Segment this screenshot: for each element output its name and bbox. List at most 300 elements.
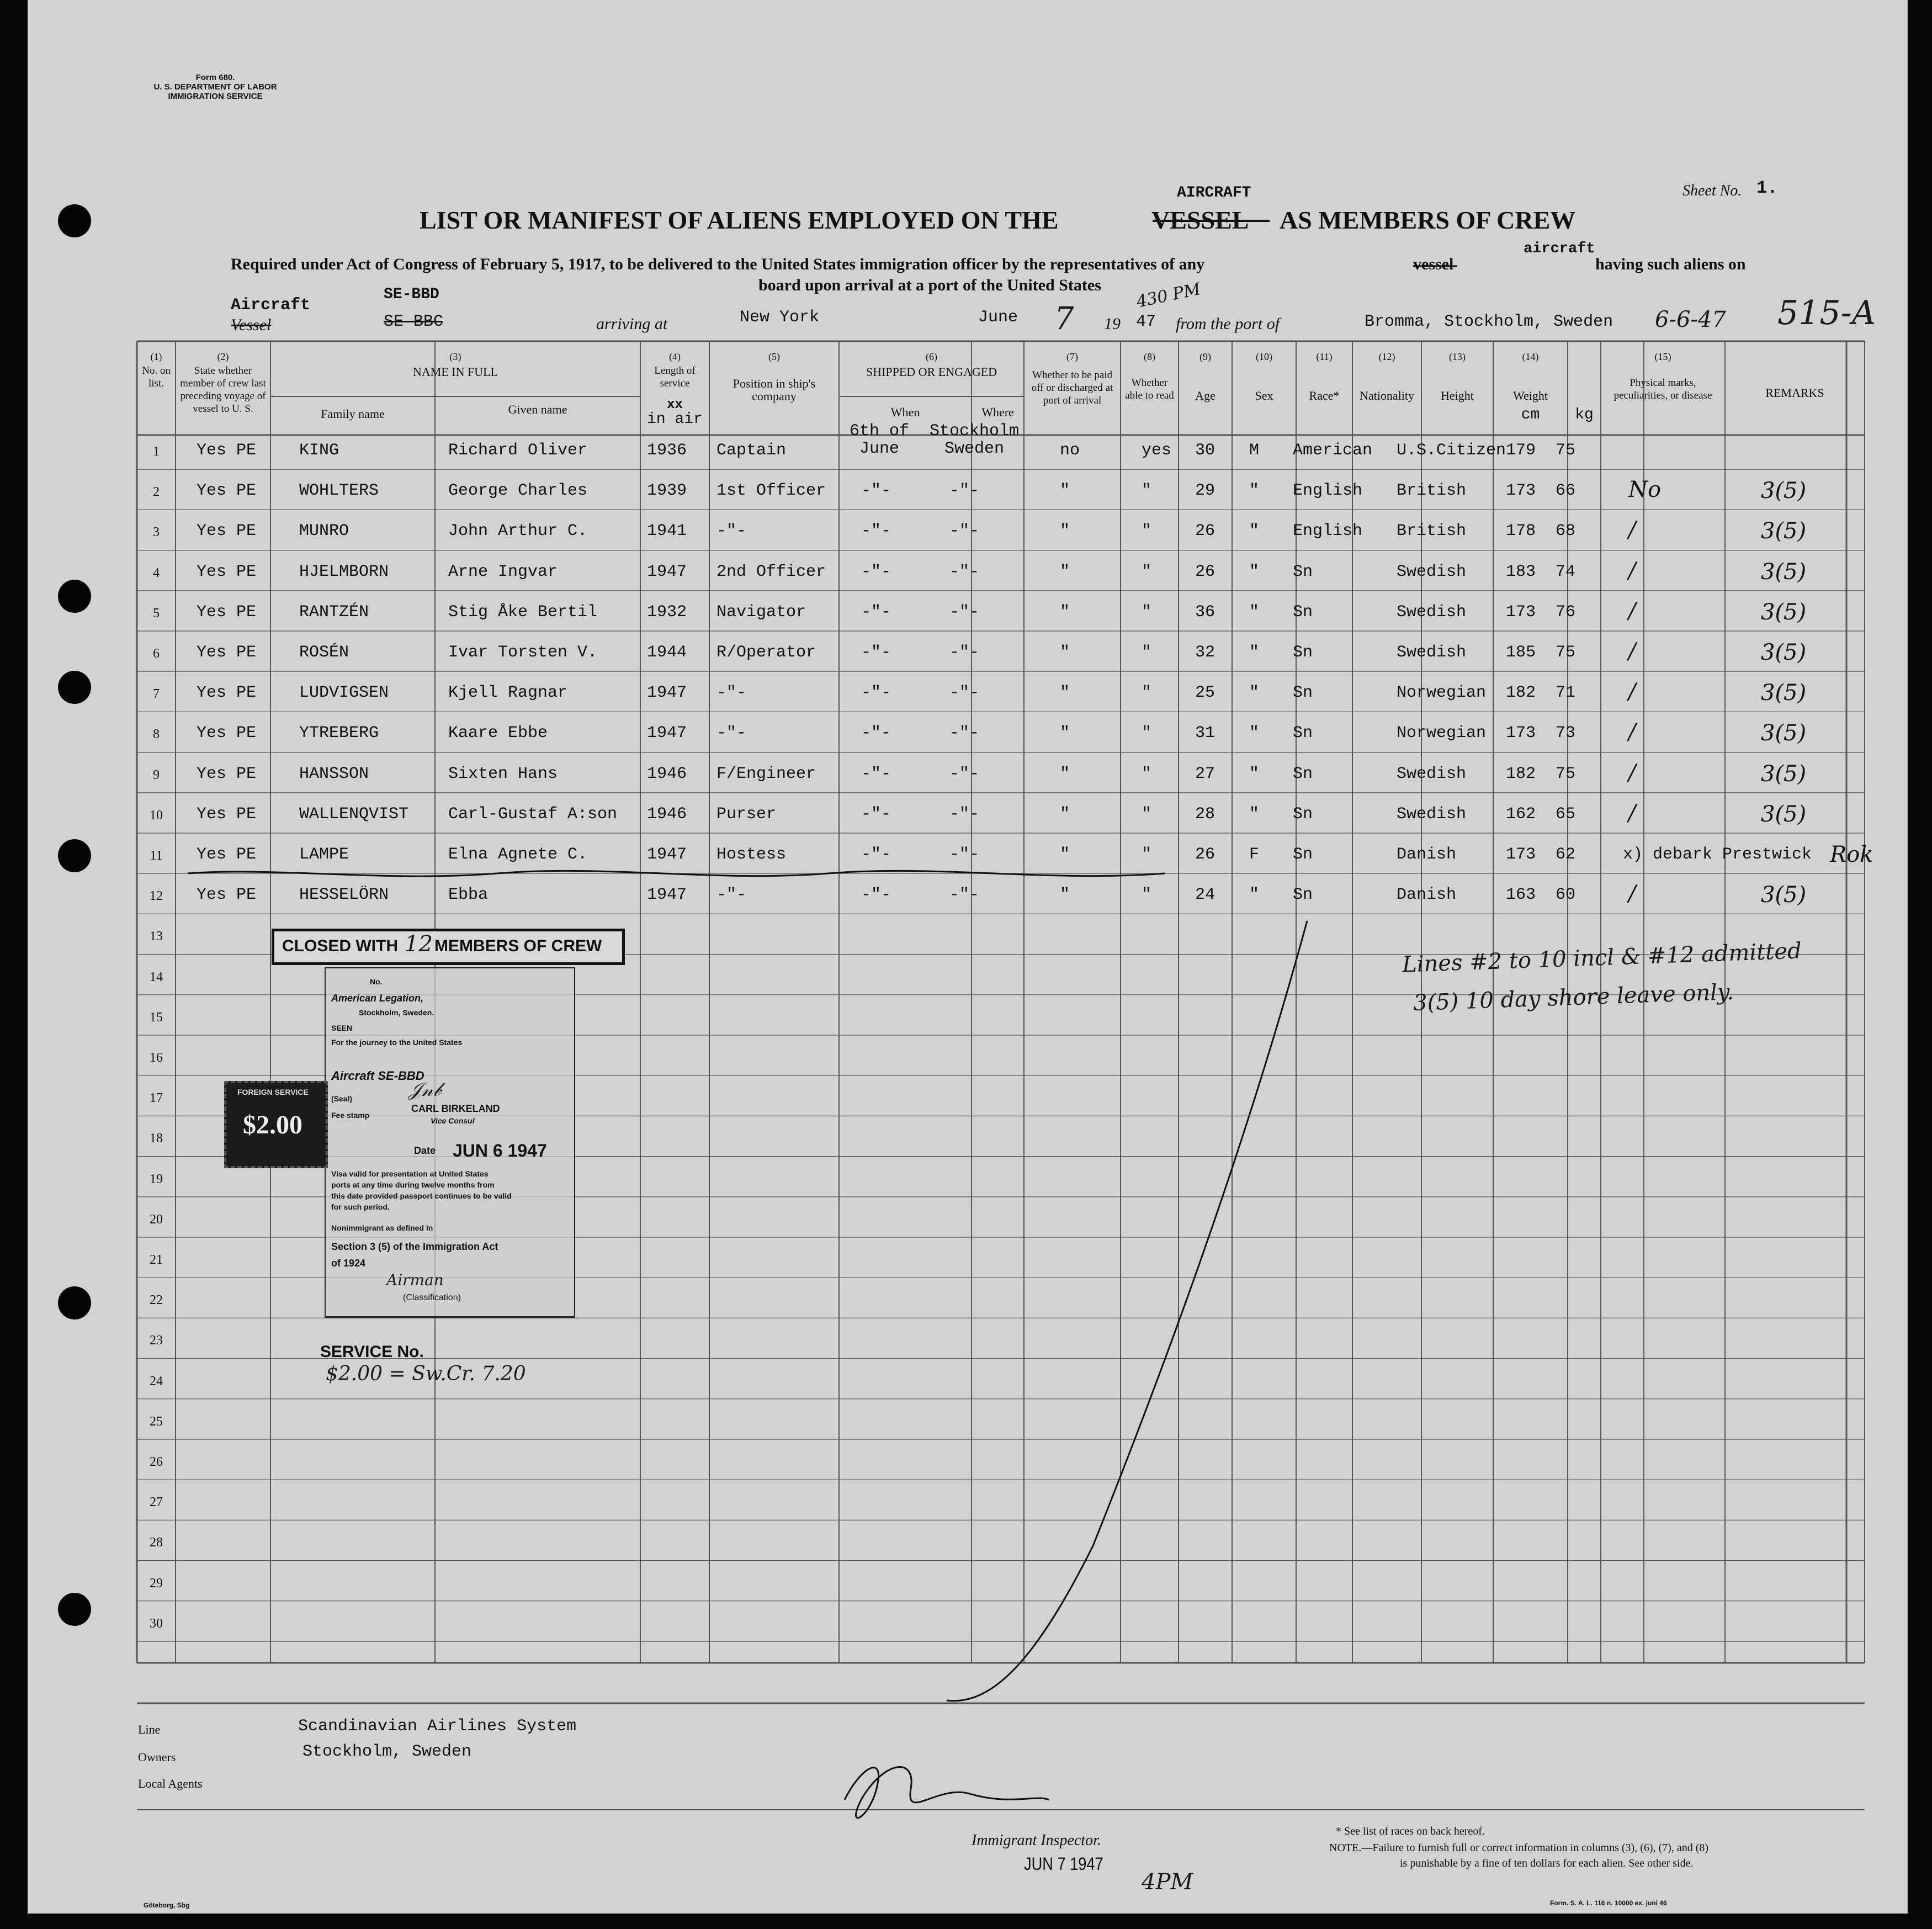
crew-family-name: MUNRO [299,522,349,541]
fee-stamp-value: $2.00 [243,1110,302,1140]
column-header: When [890,405,920,419]
column-header: Position in ship's company [733,377,816,403]
row-number: 27 [150,1495,163,1510]
crew-nationality: Norwegian [1397,724,1487,743]
row-number: 22 [150,1293,163,1308]
crew-nationality: Swedish [1397,804,1467,824]
visa-line: SEEN [331,1024,353,1032]
crew-shipped-when: -"- [861,562,891,581]
crew-prev-voyage: Yes PE [197,602,257,622]
crew-paid-off: " [1060,804,1070,824]
row-number: 18 [150,1131,163,1146]
row-number: 26 [150,1455,163,1469]
crew-family-name: LAMPE [299,845,349,864]
crew-remarks: 3(5) [1761,559,1807,585]
visa-line: Section 3 (5) of the Immigration Act [331,1241,498,1252]
crew-shipped-where: -"- [949,845,980,864]
col-num: (15) [1654,351,1671,362]
visa-date-label: Date [414,1145,436,1156]
crew-prev-voyage: Yes PE [197,562,257,581]
col-num: (10) [1256,351,1272,362]
crew-shipped-when: -"- [861,602,891,622]
column-header: Age [1195,389,1216,402]
crew-sex: " [1249,481,1260,501]
crew-weight: 62 [1556,845,1576,864]
crew-paid-off: no [1060,441,1080,460]
sheet-number: 1. [1756,178,1778,198]
form-number: Form 680. [195,73,235,82]
weight-unit: kg [1575,406,1594,423]
crew-height: 173 [1506,845,1536,864]
visa-line: Visa valid for presentation at United States [331,1169,489,1178]
closed-stamp-count: 12 [405,931,433,957]
visa-line: For the journey to the United States [331,1038,463,1047]
crew-shipped-when: -"- [861,683,891,703]
crew-height: 183 [1506,562,1536,581]
row-number: 16 [150,1051,163,1065]
crew-weight: 60 [1556,886,1576,905]
crew-position: Navigator [716,602,806,622]
crew-shipped-where: -"- [949,724,980,743]
subtitle-line1 [231,255,1204,274]
row-number: 19 [150,1172,163,1186]
admit-note-1: Lines #2 to 10 incl & #12 admitted [1402,938,1802,978]
crew-length-of-service: 1947 [647,683,687,703]
crew-shipped-where: -"- [949,804,980,824]
row-number: 10 [150,808,163,823]
crew-weight: 76 [1556,602,1576,622]
punch-hole [58,1593,91,1626]
row-number: 1 [153,444,160,459]
column-header: REMARKS [1765,386,1824,400]
inspector-stamp-date: JUN 7 1947 [1024,1854,1103,1874]
crew-physical-marks: / [1628,598,1636,624]
crew-age: 24 [1195,886,1216,905]
crew-able-to-read: " [1142,886,1152,905]
crew-prev-voyage: Yes PE [197,724,257,743]
sheet-label: Sheet No. [1682,182,1742,199]
crew-race: American [1293,441,1373,460]
punch-hole [58,839,91,872]
crew-shipped-where: -"- [949,643,980,662]
crew-length-of-service: 1939 [647,481,687,501]
crew-given-name: George Charles [448,481,588,501]
consul-signature-mark: 𝒥𝓃𝒷 [408,1079,441,1101]
crew-age: 32 [1195,643,1216,662]
crew-family-name: YTREBERG [299,724,379,743]
subtitle-insert: aircraft [1524,241,1595,257]
crew-race: English [1293,522,1363,541]
crew-position: -"- [716,522,747,541]
row-number: 30 [150,1616,163,1631]
fee-note: $2.00 = Sw.Cr. 7.20 [326,1363,526,1385]
row-number: 3 [153,525,160,540]
crew-given-name: Ebba [448,886,489,905]
visa-line: of 1924 [331,1258,366,1269]
crew-remarks: 3(5) [1761,680,1807,706]
crew-physical-marks: / [1628,719,1636,745]
fee-stamp-label: FOREIGN SERVICE [237,1088,309,1096]
crew-physical-marks: / [1628,760,1636,786]
col-num: (3) [449,351,461,362]
crew-remarks: 3(5) [1761,478,1807,504]
column-header: Length of service [654,365,696,389]
crew-nationality: Swedish [1397,764,1467,783]
crew-nationality: British [1397,522,1467,541]
crew-age: 26 [1195,562,1216,581]
crew-nationality: Danish [1397,886,1457,905]
crew-sex: " [1249,886,1260,905]
column-header: NAME IN FULL [413,365,498,379]
aircraft-label: Aircraft [231,296,311,315]
crew-nationality: Swedish [1397,562,1467,581]
crew-length-of-service: 1946 [647,764,687,783]
crew-remarks: Rok [1830,842,1873,867]
crew-prev-voyage: Yes PE [197,764,257,783]
crew-sex: " [1249,643,1260,662]
col-num: (9) [1199,351,1211,362]
column-header: Whether able to read [1125,377,1174,401]
note-line-1: NOTE.—Failure to furnish full or correct information in columns (3), (6), (7), and (8) [1329,1842,1709,1854]
crew-length-of-service: 1947 [647,724,687,743]
crew-length-of-service: 1947 [647,845,687,864]
crew-position: 2nd Officer [716,562,826,581]
year-suffix: 47 [1136,312,1156,331]
crew-position: -"- [716,683,747,703]
col-num: (5) [768,351,780,362]
subtitle-struck: vessel [1413,255,1454,273]
vessel-label: Vessel [231,316,272,334]
crew-age: 26 [1195,845,1216,864]
crew-shipped-when: 6th of June [849,422,910,458]
crew-shipped-when: -"- [861,845,891,864]
reference-note: 515-A [1777,294,1876,332]
crew-position: F/Engineer [716,764,816,783]
crew-race: English [1293,481,1363,501]
crew-family-name: ROSÉN [299,643,349,662]
row-number: 11 [150,849,163,863]
crew-height: 178 [1506,522,1536,541]
owners-label: Owners [138,1750,176,1764]
crew-sex: " [1249,724,1260,743]
inspector-time-note: 4PM [1142,1869,1193,1895]
crew-nationality: U.S.Citizen [1397,441,1506,460]
crew-nationality: British [1397,481,1467,501]
column-header: Whether to be paid off or discharged at port of arrival [1031,369,1113,406]
column-header: SHIPPED OR ENGAGED [866,365,997,379]
crew-given-name: Ivar Torsten V. [448,643,598,662]
title-insert: AIRCRAFT [1177,184,1251,202]
crew-length-of-service: 1947 [647,562,687,581]
crew-paid-off: " [1060,764,1070,783]
arrival-month: June [978,308,1018,327]
crew-remarks: 3(5) [1761,640,1807,665]
title-struck: VESSEL [1151,206,1249,234]
column-header: Weight [1513,389,1548,402]
crew-family-name: HESSELÖRN [299,886,389,905]
length-unit-struck: xx [667,398,683,412]
crew-weight: 75 [1556,441,1576,460]
crew-physical-marks: / [1628,679,1636,705]
subtitle-part-a: Required under Act of Congress of February 5, 1917, to be delivered to the United States immigration officer by the representatives of any [231,255,1205,273]
crew-paid-off: " [1060,683,1070,703]
crew-given-name: Carl-Gustaf A:son [448,804,618,824]
form-header [141,73,290,101]
crew-given-name: Elna Agnete C. [448,845,588,864]
crew-shipped-where: -"- [949,683,980,703]
crew-height: 162 [1506,804,1536,824]
punch-hole [58,204,91,237]
crew-able-to-read: " [1142,643,1152,662]
row-number: 21 [150,1253,163,1267]
crew-length-of-service: 1932 [647,602,687,622]
crew-remarks: 3(5) [1761,518,1807,544]
crew-physical-marks: / [1628,639,1636,664]
column-header: Given name [508,402,567,416]
crew-able-to-read: " [1142,764,1152,783]
row-number: 2 [153,485,160,500]
crew-weight: 73 [1556,724,1576,743]
crew-prev-voyage: Yes PE [197,643,257,662]
crew-shipped-where: -"- [949,602,980,622]
date-note: 6-6-47 [1655,307,1726,332]
crew-family-name: KING [299,441,339,460]
crew-able-to-read: yes [1142,441,1172,460]
row-number: 28 [150,1535,163,1550]
crew-remarks: 3(5) [1761,761,1807,787]
inspector-label: Immigrant Inspector. [972,1832,1101,1849]
crew-height: 182 [1506,764,1536,783]
crew-race: Sn [1293,602,1313,622]
visa-line: Aircraft SE-BBD [331,1069,424,1083]
crew-able-to-read: " [1142,724,1152,743]
col-num: (8) [1144,351,1155,362]
crew-remarks: 3(5) [1761,801,1807,827]
crew-length-of-service: 1944 [647,643,687,662]
crew-shipped-where: Stockholm Sweden [929,422,1020,458]
crew-race: Sn [1293,886,1313,905]
crew-paid-off: " [1060,602,1070,622]
crew-remarks: 3(5) [1761,882,1807,908]
crew-weight: 74 [1556,562,1576,581]
crew-nationality: Norwegian [1397,683,1487,703]
subtitle-part-b: having such aliens on [1595,255,1746,273]
visa-line: Stockholm, Sweden. [359,1008,434,1017]
crew-shipped-where: -"- [949,562,980,581]
row-number: 6 [153,646,160,661]
visa-line: ports at any time during twelve months from [331,1180,495,1189]
page-title [420,205,1059,235]
crew-able-to-read: " [1142,481,1152,501]
crew-physical-marks: / [1628,517,1636,543]
note-races: * See list of races on back hereof. [1336,1825,1485,1837]
crew-paid-off: " [1060,481,1070,501]
crew-able-to-read: " [1142,562,1152,581]
crew-length-of-service: 1941 [647,522,687,541]
crew-nationality: Danish [1397,845,1457,864]
row-number: 25 [150,1414,163,1429]
line-label: Line [138,1723,161,1736]
crew-weight: 75 [1556,764,1576,783]
crew-prev-voyage: Yes PE [197,804,257,824]
crew-prev-voyage: Yes PE [197,683,257,703]
crew-given-name: John Arthur C. [448,522,588,541]
crew-position: Hostess [716,845,787,864]
department-label: U. S. DEPARTMENT OF LABOR [153,82,277,92]
row-number: 15 [150,1010,163,1025]
arriving-label: arriving at [596,315,668,333]
crew-nationality: Swedish [1397,643,1467,662]
col-num: (6) [926,351,937,362]
crew-age: 29 [1195,481,1216,501]
visa-line: Vice Consul [431,1116,475,1125]
note-line-2: is punishable by a fine of ten dollars for each alien. See other side. [1400,1857,1694,1869]
crew-family-name: LUDVIGSEN [299,683,389,703]
row-number: 12 [150,889,163,904]
fee-stamp [224,1081,328,1168]
crew-able-to-read: " [1142,602,1152,622]
crew-remarks: 3(5) [1761,599,1807,625]
column-header: Family name [321,407,385,421]
column-header: Height [1441,389,1474,402]
crew-shipped-when: -"- [861,643,891,662]
crew-shipped-where: -"- [949,522,980,541]
crew-weight: 75 [1556,643,1576,662]
crew-family-name: HJELMBORN [299,562,389,581]
visa-line: (Classification) [403,1293,461,1302]
crew-paid-off: " [1060,643,1070,662]
crew-position: -"- [716,724,747,743]
title-left: LIST OR MANIFEST OF ALIENS EMPLOYED ON THE [420,206,1059,234]
visa-line: Fee stamp [331,1111,370,1120]
row-number: 14 [150,969,163,984]
crew-age: 36 [1195,602,1216,622]
crew-age: 30 [1195,441,1216,460]
departure-port: Bromma, Stockholm, Sweden [1365,312,1613,331]
column-header: Where [981,405,1014,419]
crew-family-name: HANSSON [299,764,369,783]
crew-race: Sn [1293,764,1313,783]
column-header: Sex [1255,389,1273,402]
crew-paid-off: " [1060,724,1070,743]
visa-stamp [325,967,575,1318]
row-number: 17 [150,1091,163,1106]
arrival-port: New York [740,308,820,327]
owners-value: Stockholm, Sweden [302,1742,472,1761]
row-number: 24 [150,1374,163,1389]
crew-paid-off: " [1060,845,1070,864]
crew-length-of-service: 1936 [647,441,687,460]
crew-age: 31 [1195,724,1216,743]
crew-physical-marks: No [1628,477,1662,503]
column-header: Physical marks, peculiarities, or disease [1613,377,1712,401]
col-num: (11) [1316,351,1333,362]
length-unit: in air [647,411,703,428]
crew-shipped-where: -"- [949,886,980,905]
col-num: (1) [150,351,162,362]
crew-shipped-when: -"- [861,764,891,783]
from-port-label: from the port of [1176,315,1280,333]
crew-age: 26 [1195,522,1216,541]
crew-remarks: 3(5) [1761,720,1807,746]
col-num: (4) [669,351,681,362]
crew-paid-off: " [1060,886,1070,905]
visa-line: American Legation, [331,993,424,1004]
row-number: 4 [153,565,160,580]
crew-length-of-service: 1946 [647,804,687,824]
crew-shipped-when: -"- [861,886,891,905]
visa-line: (Seal) [331,1094,353,1103]
crew-able-to-read: " [1142,683,1152,703]
crew-race: Sn [1293,643,1313,662]
crew-shipped-when: -"- [861,522,891,541]
column-header: Nationality [1360,389,1414,402]
crew-physical-marks: / [1628,558,1636,584]
crew-given-name: Arne Ingvar [448,562,558,581]
line-value: Scandinavian Airlines System [298,1717,577,1736]
visa-line: Nonimmigrant as defined in [331,1223,433,1232]
height-unit: cm [1521,406,1540,423]
crew-age: 25 [1195,683,1216,703]
crew-physical-marks: / [1628,881,1636,907]
crew-weight: 68 [1556,522,1576,541]
crew-able-to-read: " [1142,522,1152,541]
row-number: 13 [150,929,163,944]
crew-nationality: Swedish [1397,602,1467,622]
crew-weight: 71 [1556,683,1576,703]
crew-age: 27 [1195,764,1216,783]
printer-mark: Göteborg, Sbg [144,1901,190,1909]
year-prefix: 19 [1104,315,1121,333]
column-header: No. on list. [142,365,171,389]
aircraft-id-struck: SE-BBC [384,312,444,331]
crew-length-of-service: 1947 [647,886,687,905]
local-agents-label: Local Agents [138,1777,203,1790]
visa-line: CARL BIRKELAND [411,1103,500,1114]
crew-sex: " [1249,764,1260,783]
column-header: Race* [1309,389,1340,402]
crew-sex: " [1249,562,1260,581]
closed-stamp-right: MEMBERS OF CREW [434,937,602,955]
visa-classification: Airman [386,1271,444,1289]
row-number: 20 [150,1212,163,1227]
crew-race: Sn [1293,724,1313,743]
visa-line: No. [370,977,383,986]
crew-sex: " [1249,602,1260,622]
crew-position: Purser [716,804,777,824]
form-number-footer: Form. S. A. L. 116 n. 10000 ex. juni 46 [1550,1899,1667,1907]
row-number: 9 [153,767,160,782]
crew-height: 173 [1506,602,1536,622]
col-num: (13) [1449,351,1466,362]
col-num: (2) [217,351,229,362]
crew-height: 173 [1506,481,1536,501]
crew-position: 1st Officer [716,481,826,501]
crew-height: 179 [1506,441,1536,460]
title-right: AS MEMBERS OF CREW [1280,206,1576,234]
crew-physical-marks: / [1628,800,1636,826]
crew-given-name: Richard Oliver [448,441,588,460]
crew-given-name: Sixten Hans [448,764,558,783]
row-number: 23 [150,1333,163,1348]
row-number: 5 [153,606,160,621]
crew-race: Sn [1293,562,1313,581]
punch-hole [58,671,91,704]
punch-hole [58,580,91,613]
crew-sex: F [1249,845,1260,864]
crew-race: Sn [1293,683,1313,703]
time-note: 430 PM [1134,279,1203,312]
